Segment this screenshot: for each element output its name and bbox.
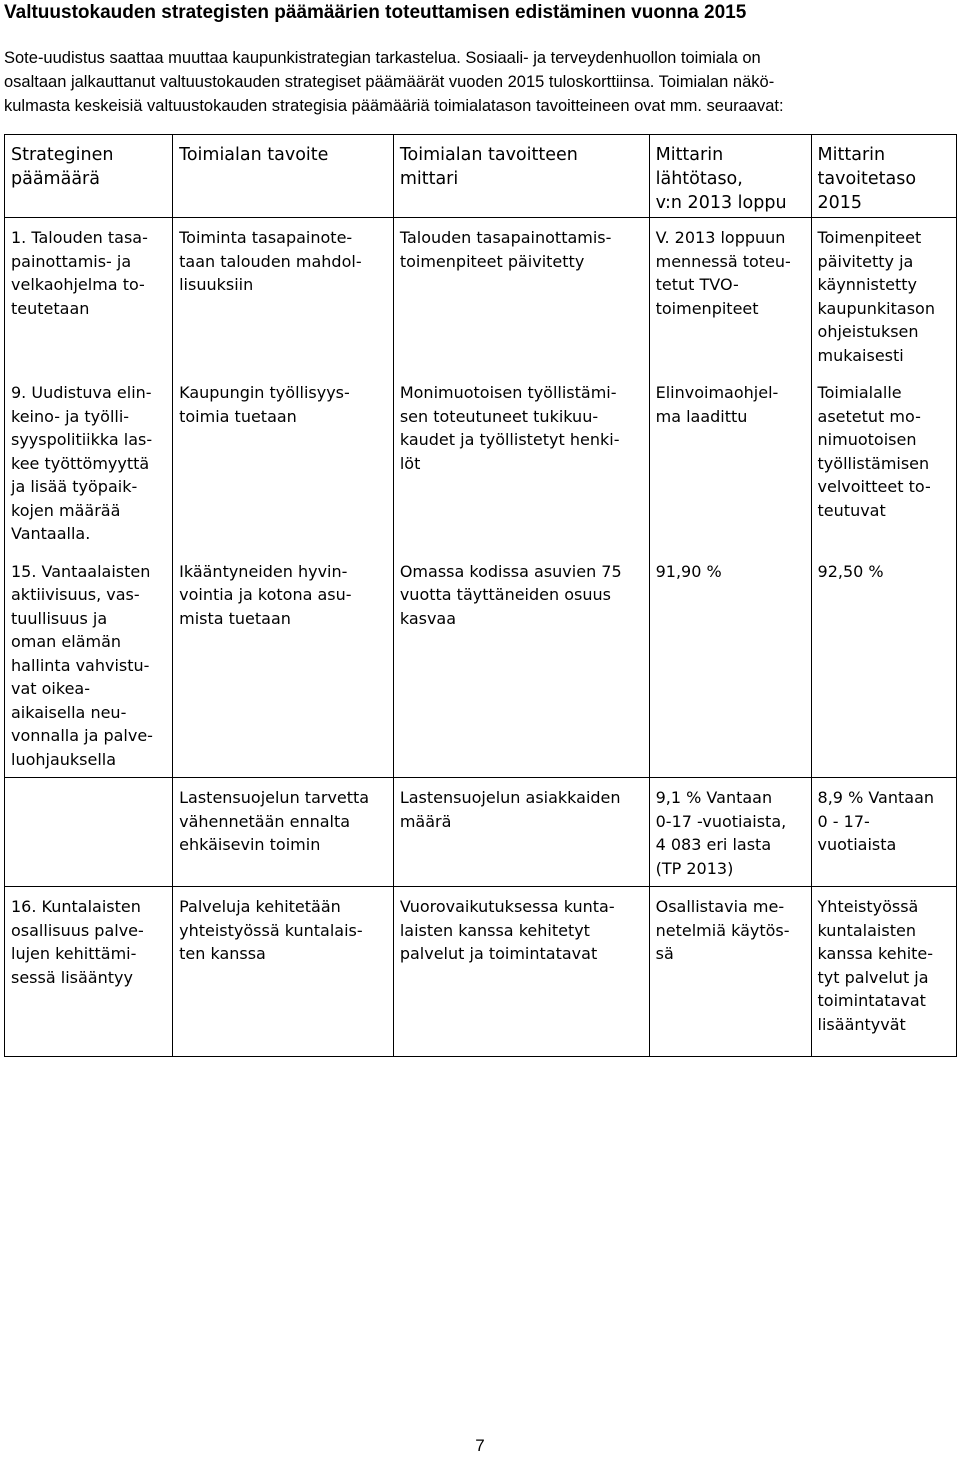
cell-text-line: 92,50 %	[817, 561, 884, 581]
cell-baseline	[649, 218, 811, 374]
cell-sector-goal	[173, 552, 394, 778]
cell-text-line: vähennetään ennalta	[179, 811, 351, 831]
cell-text-line: 4 083 eri lasta	[655, 835, 772, 854]
cell-text-line: mukaisesti	[817, 345, 904, 365]
cell-text-line: kaupunkitason	[817, 298, 935, 318]
document-title: Valtuustokauden strategisten päämäärien toteuttamisen edistäminen vuonna 2015	[4, 2, 747, 23]
cell-text-line: luohjauksella	[11, 749, 117, 769]
cell-strategic-goal	[5, 778, 173, 887]
cell-text-line: Toimialan tavoite	[179, 145, 329, 165]
cell-text-line: yhteistyössä kuntalais-	[179, 920, 363, 940]
cell-baseline	[649, 373, 811, 552]
cell-text-line: Yhteistyössä	[817, 897, 919, 916]
cell-text-line: Strateginen	[11, 145, 114, 165]
cell-text-line: määrä	[399, 811, 452, 831]
cell-text-line: palvelut ja toimintatavat	[399, 944, 598, 963]
intro-line: kulmasta keskeisiä valtuustokauden strategisia päämääriä toimialatason tavoitteineen ovat mm. seuraavat:	[4, 97, 784, 115]
cell-text-line: teutetaan	[11, 298, 90, 318]
cell-text-line: Osallistavia me-	[655, 897, 785, 916]
cell-sector-goal	[173, 218, 394, 374]
cell-text-line: painottamis- ja	[11, 251, 132, 271]
cell-strategic-goal	[5, 373, 173, 552]
cell-text-line: hallinta vahvistu-	[11, 655, 150, 675]
cell-text-line: ten kanssa	[179, 944, 266, 963]
cell-text-line: Palveluja kehitetään	[179, 897, 341, 916]
cell-text-line: 16. Kuntalaisten	[11, 897, 141, 916]
cell-text-line: aktiivisuus, vas-	[11, 585, 140, 604]
cell-text-line: sen toteutuneet tukikuu-	[399, 406, 599, 426]
table-row	[5, 373, 957, 552]
cell-text-line: päämäärä	[11, 169, 100, 189]
cell-text-line: kee työttömyyttä	[11, 453, 150, 473]
cell-target-level	[811, 887, 956, 1057]
table-row	[5, 887, 957, 1057]
cell-text-line: tavoitetaso	[817, 169, 917, 189]
cell-text-line: vointia ja kotona asu-	[179, 585, 352, 604]
table-row	[5, 778, 957, 887]
cell-text-line: 0 - 17-	[817, 811, 870, 831]
cell-goal-metric	[393, 218, 649, 374]
cell-text-line: mista tuetaan	[179, 608, 291, 628]
column-header-sector-goal	[173, 135, 394, 218]
cell-text-line: Vuorovaikutuksessa kunta-	[399, 897, 615, 916]
cell-goal-metric	[393, 778, 649, 887]
cell-text-line: kasvaa	[399, 608, 457, 628]
cell-text-line: Toimenpiteet	[817, 228, 922, 247]
cell-text-line: V. 2013 loppuun	[655, 228, 786, 247]
cell-text-line: nimuotoisen	[817, 430, 917, 449]
cell-text-line: aikaisella neu-	[11, 702, 127, 722]
cell-target-level	[811, 218, 956, 374]
cell-text-line: Toimialalle	[817, 383, 902, 402]
cell-text-line: ja lisää työpaik-	[11, 477, 138, 496]
cell-text-line: taan talouden mahdol-	[179, 251, 362, 271]
cell-text-line: velkaohjelma to-	[11, 275, 145, 294]
strategy-goals-table	[4, 134, 957, 1057]
cell-text-line: 1. Talouden tasa-	[11, 228, 148, 247]
cell-goal-metric	[393, 887, 649, 1057]
cell-text-line: ma laadittu	[655, 406, 748, 426]
cell-text-line: v:n 2013 loppu	[655, 193, 787, 213]
cell-text-line: vat oikea-	[11, 679, 90, 698]
cell-text-line: Lastensuojelun tarvetta	[179, 788, 370, 807]
intro-line: osaltaan jalkauttanut valtuustokauden strategiset päämäärät vuoden 2015 tuloskorttiinsa. Toimialan näkö-	[4, 73, 775, 91]
cell-text-line: mennessä toteu-	[655, 251, 791, 271]
cell-text-line: toimenpiteet	[655, 298, 759, 318]
cell-text-line: toimia tuetaan	[179, 406, 297, 426]
cell-text-line: sessä lisääntyy	[11, 967, 133, 987]
cell-text-line: (TP 2013)	[655, 858, 734, 878]
cell-text-line: lisääntyvät	[817, 1014, 906, 1034]
cell-baseline	[649, 552, 811, 778]
column-header-baseline	[649, 135, 811, 218]
cell-text-line: oman elämän	[11, 632, 122, 651]
cell-text-line: Vantaalla.	[11, 524, 91, 543]
cell-text-line: kaudet ja työllistetyt henki-	[399, 430, 620, 449]
cell-text-line: lisuuksiin	[179, 275, 254, 294]
cell-target-level	[811, 373, 956, 552]
cell-text-line: 9. Uudistuva elin-	[11, 383, 152, 402]
cell-baseline	[649, 778, 811, 887]
cell-text-line: Toiminta tasapainote-	[179, 228, 353, 247]
cell-text-line: Talouden tasapainottamis-	[399, 228, 612, 247]
cell-text-line: Omassa kodissa asuvien 75	[399, 561, 622, 581]
cell-strategic-goal	[5, 552, 173, 778]
cell-text-line: mittari	[399, 169, 459, 189]
cell-text-line: Elinvoimaohjel-	[655, 383, 779, 402]
cell-text-line: toimenpiteet päivitetty	[399, 251, 585, 271]
cell-text-line: asetetut mo-	[817, 406, 921, 426]
cell-text-line: kojen määrää	[11, 500, 121, 520]
cell-target-level	[811, 778, 956, 887]
cell-strategic-goal	[5, 218, 173, 374]
table-header-row	[5, 135, 957, 218]
cell-text-line: lujen kehittämi-	[11, 944, 137, 963]
cell-text-line: vonnalla ja palve-	[11, 726, 153, 745]
cell-text-line: netelmiä käytös-	[655, 920, 790, 940]
cell-text-line: kanssa kehite-	[817, 944, 934, 963]
cell-sector-goal	[173, 887, 394, 1057]
cell-target-level	[811, 552, 956, 778]
cell-text-line: Kaupungin työllisyys-	[179, 383, 350, 402]
column-header-target-level	[811, 135, 956, 218]
cell-sector-goal	[173, 778, 394, 887]
cell-text-line: toimintatavat	[817, 991, 926, 1010]
cell-text-line: ohjeistuksen	[817, 322, 919, 341]
page-number: 7	[475, 1436, 485, 1455]
cell-text-line: vuotiaista	[817, 835, 897, 854]
cell-text-line: 0-17 -vuotiaista,	[655, 811, 787, 831]
cell-text-line: sä	[655, 944, 674, 963]
cell-text-line: 15. Vantaalaisten	[11, 561, 151, 581]
cell-text-line: Ikääntyneiden hyvin-	[179, 561, 348, 581]
cell-text-line: työllistämisen	[817, 453, 930, 473]
cell-text-line: syyspolitiikka las-	[11, 430, 153, 449]
cell-text-line: käynnistetty	[817, 275, 917, 294]
cell-text-line: Monimuotoisen työllistämi-	[399, 383, 617, 402]
cell-text-line: ehkäisevin toimin	[179, 835, 321, 854]
cell-text-line: tuullisuus ja	[11, 608, 108, 628]
cell-text-line: tetut TVO-	[655, 275, 739, 294]
cell-text-line: velvoitteet to-	[817, 477, 931, 496]
cell-text-line: keino- ja työlli-	[11, 406, 130, 426]
cell-text-line: teutuvat	[817, 500, 886, 520]
column-header-strategic-goal	[5, 135, 173, 218]
cell-text-line: kuntalaisten	[817, 920, 916, 940]
cell-text-line: 9,1 % Vantaan	[655, 788, 773, 807]
table-row	[5, 218, 957, 374]
cell-text-line: 2015	[817, 193, 863, 213]
cell-text-line: 91,90 %	[655, 561, 722, 581]
cell-text-line: Mittarin	[817, 145, 886, 165]
cell-text-line: Toimialan tavoitteen	[399, 145, 578, 165]
cell-text-line: lähtötaso,	[655, 169, 743, 189]
cell-goal-metric	[393, 552, 649, 778]
cell-sector-goal	[173, 373, 394, 552]
cell-text-line: osallisuus palve-	[11, 920, 144, 940]
cell-text-line: vuotta täyttäneiden osuus	[399, 585, 611, 604]
column-header-goal-metric	[393, 135, 649, 218]
cell-text-line: tyt palvelut ja	[817, 967, 929, 987]
cell-text-line: Mittarin	[655, 145, 724, 165]
intro-line: Sote-uudistus saattaa muuttaa kaupunkistrategian tarkastelua. Sosiaali- ja terveydenhuollon toimiala on	[4, 49, 761, 67]
cell-text-line: laisten kanssa kehitetyt	[399, 920, 590, 940]
cell-text-line: 8,9 % Vantaan	[817, 788, 935, 807]
cell-text-line: Lastensuojelun asiakkaiden	[399, 788, 621, 807]
cell-goal-metric	[393, 373, 649, 552]
cell-text-line: päivitetty ja	[817, 251, 914, 271]
cell-strategic-goal	[5, 887, 173, 1057]
cell-text-line: löt	[399, 453, 421, 473]
intro-paragraph	[4, 46, 956, 118]
cell-baseline	[649, 887, 811, 1057]
table-row	[5, 552, 957, 778]
